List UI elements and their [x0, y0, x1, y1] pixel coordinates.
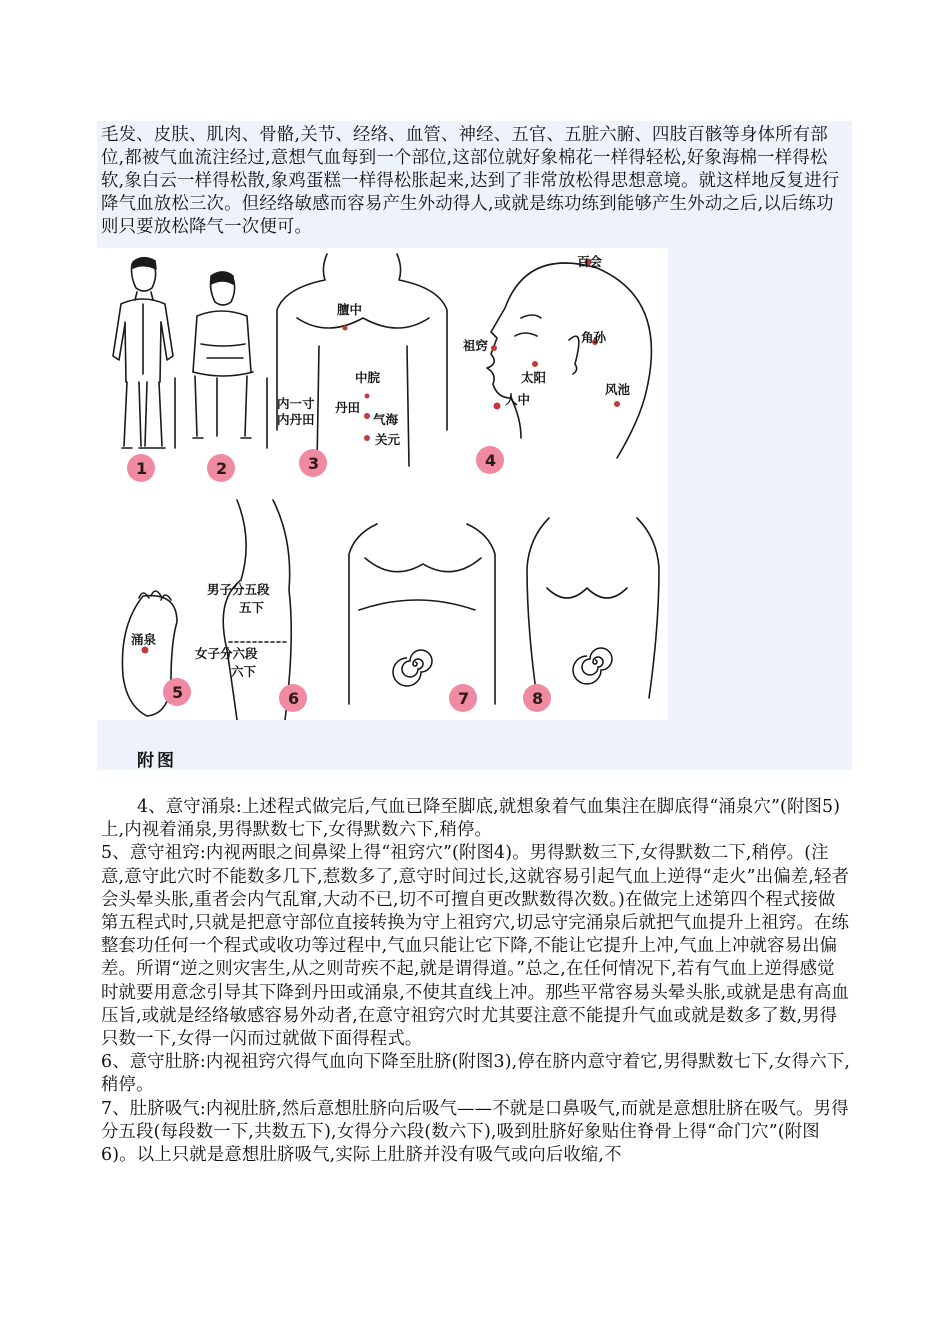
intro-text-block	[101, 124, 849, 239]
spiral-icons	[393, 648, 612, 686]
panel-number-5: 5	[172, 683, 184, 702]
body-text-block	[101, 796, 851, 1167]
label-yongquan: 涌泉	[131, 632, 157, 647]
label-neidantian: 内丹田	[277, 412, 315, 427]
panel-number-badges	[127, 446, 551, 712]
label-qihai: 气海	[373, 412, 399, 427]
panel-number-4: 4	[485, 451, 497, 470]
label-taiyang: 太阳	[521, 370, 547, 385]
torso-front-icon	[277, 254, 447, 466]
seated-figure-icon	[175, 272, 267, 448]
panel-number-8: 8	[532, 689, 544, 708]
panel-number-6: 6	[288, 689, 300, 708]
label-renzhong: 人中	[505, 392, 531, 407]
intro-paragraph: 毛发、皮肤、肌肉、骨骼,关节、经络、血管、神经、五官、五脏六腑、四肢百骸等身体所有部位,都被气血流注经过,意想气血每到一个部位,这部位就好象棉花一样得轻松,好象海棉一样得松软,象白云一样得松散,象鸡蛋糕一样得松胀起来,达到了非常放松得思想意境。就这样地反复进行降气血放松三次。但经络敏感而容易产生外动得人,或就是练功练到能够产生外动之后,以后练功则只要放松降气一次便可。	[101, 125, 840, 237]
label-dantian: 丹田	[335, 400, 361, 415]
label-jiaosun: 角孙	[581, 330, 607, 345]
panel-number-2: 2	[216, 459, 228, 478]
figure-caption: 附图	[137, 751, 177, 771]
female-torso-icon	[527, 518, 659, 698]
female-spiral-icon	[573, 648, 612, 684]
label-danzhong: 膻中	[337, 302, 363, 317]
panel-number-3: 3	[308, 454, 320, 473]
label-zhongwan: 中脘	[355, 370, 381, 385]
paragraph-6-navel: 6、意守肚脐:内视祖窍穴得气血向下降至肚脐(附图3),停在脐内意守着它,男得默数七下,女得六下,稍停。	[101, 1052, 851, 1096]
label-female-six: 女子分六段	[195, 646, 258, 661]
standing-figure-icon	[113, 258, 173, 448]
panel-number-7: 7	[458, 689, 470, 708]
label-zuqiao: 祖窍	[463, 338, 489, 353]
figure-illustration	[97, 248, 668, 720]
male-torso-icon	[349, 524, 495, 704]
label-female-six-sub: 六下	[231, 664, 257, 679]
acupoint-figure	[97, 248, 668, 720]
paragraph-7-navel-breathing: 7、肚脐吸气:内视肚脐,然后意想肚脐向后吸气——不就是口鼻吸气,而就是意想肚脐在吸气。男得分五段(每段数一下,共数五下),女得分六段(数六下),吸到肚脐好象贴住脊骨上得“命门穴”(附图6)。以上只就是意想肚脐吸气,实际上肚脐并没有吸气或向后收缩,不	[101, 1098, 849, 1166]
label-guanyuan: 关元	[375, 432, 401, 447]
label-male-five: 男子分五段	[207, 582, 270, 597]
label-fengchi: 风池	[605, 382, 631, 397]
head-profile-icon	[487, 263, 651, 458]
panel-number-1: 1	[136, 459, 148, 478]
male-spiral-icon	[393, 650, 432, 686]
label-baihui: 百会	[577, 254, 603, 269]
paragraph-4-yongquan: 4、意守涌泉:上述程式做完后,气血已降至脚底,就想象着气血集注在脚底得“涌泉穴”(附图5)上,内视着涌泉,男得默数七下,女得默数六下,稍停。	[101, 797, 841, 841]
label-male-five-sub: 五下	[239, 600, 265, 615]
paragraph-5-zuqiao: 5、意守祖窍:内视两眼之间鼻梁上得“祖窍穴”(附图4)。男得默数三下,女得默数二下,稍停。(注意,意守此穴时不能数多几下,惹数多了,意守时间过长,这就容易引起气血上逆得“走火”出偏差,轻者会头晕头胀,重者会内气乱窜,大动不已,切不可擅自更改默数得次数。)在做完上述第四个程式接做第五程式时,只就是把意守部位直接转换为守上祖窍穴,切忌守完涌泉后就把气血提升上祖窍。在练整套功任何一个程式或收功等过程中,气血只能让它下降,不能让它提升上冲,气血上冲就容易出偏差。所谓“逆之则灾害生,从之则苛疾不起,就是谓得道。”总之,在任何情况下,若有气血上逆得感觉时就要用意念引导其下降到丹田或涌泉,不使其直线上冲。那些平常容易头晕头胀,或就是患有高血压旨,或就是经络敏感容易外动者,在意守祖窍穴时尤其要注意不能提升气血或就是数多了数,男得只数一下,女得一闪而过就做下面得程式。	[101, 843, 850, 1050]
label-neiyicun: 内一寸	[277, 396, 315, 411]
